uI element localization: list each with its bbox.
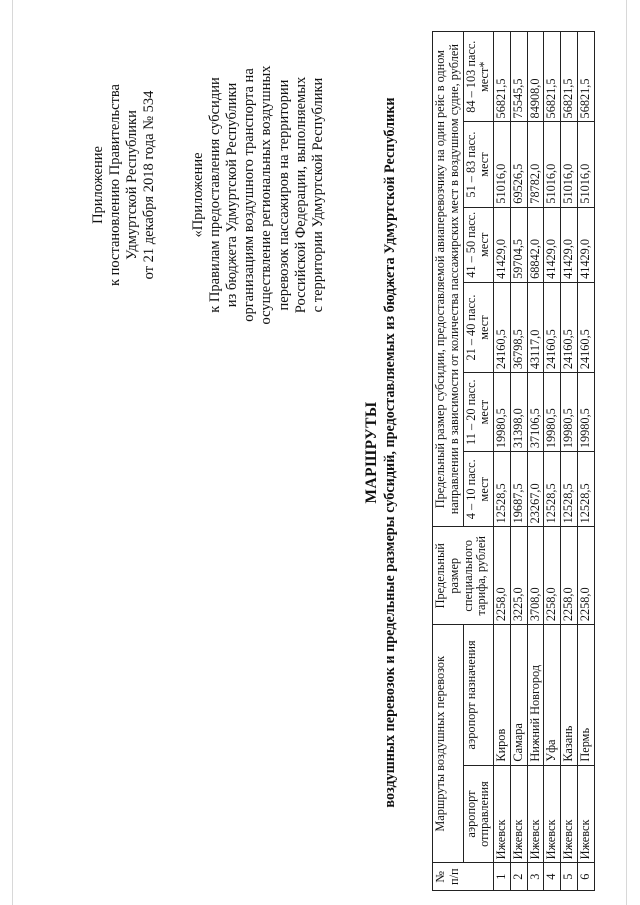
- row-subsidy: 43117,0: [527, 282, 544, 372]
- table-row: [561, 32, 578, 891]
- row-subsidy: 19980,5: [494, 373, 511, 452]
- row-subsidy: 41429,0: [494, 207, 511, 282]
- row-departure: Ижевск: [561, 765, 578, 863]
- appendix-line: Приложение: [90, 146, 106, 224]
- header-destination: аэропорт назначения: [463, 625, 494, 765]
- row-subsidy: 12528,5: [494, 452, 511, 527]
- appendix-line: к постановлению Правительства: [107, 84, 124, 286]
- row-subsidy: 12528,5: [544, 452, 561, 527]
- row-subsidy: 41429,0: [561, 207, 578, 282]
- row-subsidy: 24160,5: [577, 282, 594, 372]
- row-subsidy: 24160,5: [494, 282, 511, 372]
- appendix-line: от 21 декабря 2018 года № 534: [141, 90, 158, 280]
- row-subsidy: 69526,5: [510, 122, 527, 207]
- rules-appendix-line: организациям воздушного транспорта на: [241, 68, 258, 322]
- row-num: 5: [561, 863, 578, 891]
- row-destination: Нижний Новгород: [527, 625, 544, 765]
- document-title: МАРШРУТЫ: [363, 401, 380, 504]
- row-subsidy: 23267,0: [527, 452, 544, 527]
- row-subsidy: 56821,5: [577, 32, 594, 122]
- row-num: 4: [544, 863, 561, 891]
- row-destination: Киров: [494, 625, 511, 765]
- row-tariff: 3225,0: [510, 527, 527, 625]
- row-num: 2: [510, 863, 527, 891]
- rules-appendix-block: [190, 30, 327, 360]
- table-row: [510, 32, 527, 891]
- row-destination: Казань: [561, 625, 578, 765]
- row-subsidy: 78782,0: [527, 122, 544, 207]
- row-subsidy: 68842,0: [527, 207, 544, 282]
- row-subsidy: 19980,5: [577, 373, 594, 452]
- row-tariff: 2258,0: [544, 527, 561, 625]
- row-subsidy: 41429,0: [544, 207, 561, 282]
- row-subsidy: 56821,5: [561, 32, 578, 122]
- row-num: 1: [494, 863, 511, 891]
- table-header-row: [433, 32, 464, 891]
- header-seat-range: 84 – 103 пасс. мест*: [463, 32, 494, 122]
- row-subsidy: 24160,5: [544, 282, 561, 372]
- row-subsidy: 41429,0: [577, 207, 594, 282]
- table-row: [527, 32, 544, 891]
- row-subsidy: 51016,0: [561, 122, 578, 207]
- row-subsidy: 19980,5: [544, 373, 561, 452]
- row-departure: Ижевск: [510, 765, 527, 863]
- row-subsidy: 36798,5: [510, 282, 527, 372]
- row-subsidy: 37106,5: [527, 373, 544, 452]
- header-seat-range: 21 – 40 пасс. мест: [463, 282, 494, 372]
- rules-appendix-line: с территории Удмуртской Республики: [309, 77, 326, 313]
- header-routes-group: Маршруты воздушных перевозок: [433, 625, 464, 863]
- rules-appendix-line: Российской Федерации, выполняемых: [292, 76, 309, 314]
- table-row: [544, 32, 561, 891]
- header-seat-range: 4 – 10 пасс. мест: [463, 452, 494, 527]
- row-tariff: 3708,0: [527, 527, 544, 625]
- header-tariff: Предельный размер специального тарифа, рублей: [433, 527, 494, 625]
- row-destination: Самара: [510, 625, 527, 765]
- row-subsidy: 56821,5: [544, 32, 561, 122]
- row-subsidy: 84908,0: [527, 32, 544, 122]
- table-row: [577, 32, 594, 891]
- rules-appendix-line: «Приложение: [190, 152, 206, 238]
- row-tariff: 2258,0: [494, 527, 511, 625]
- row-departure: Ижевск: [494, 765, 511, 863]
- rules-appendix-line: осуществление региональных воздушных: [258, 65, 275, 325]
- routes-table: [432, 31, 595, 891]
- appendix-line: Удмуртской Республики: [124, 110, 141, 260]
- header-seat-range: 41 – 50 пасс. мест: [463, 207, 494, 282]
- row-tariff: 2258,0: [577, 527, 594, 625]
- table-subheader-row: [463, 32, 494, 891]
- table-row: [494, 32, 511, 891]
- row-departure: Ижевск: [544, 765, 561, 863]
- row-destination: Уфа: [544, 625, 561, 765]
- row-departure: Ижевск: [527, 765, 544, 863]
- row-destination: Пермь: [577, 625, 594, 765]
- row-subsidy: 19980,5: [561, 373, 578, 452]
- rules-appendix-line: из бюджета Удмуртской Республики: [224, 82, 241, 308]
- row-subsidy: 31398,0: [510, 373, 527, 452]
- header-departure: аэропорт отправления: [463, 765, 494, 863]
- header-num: № п/п: [433, 863, 494, 891]
- row-subsidy: 59704,5: [510, 207, 527, 282]
- appendix-block: [90, 40, 158, 330]
- rules-appendix-line: перевозок пассажиров на территории: [275, 79, 292, 311]
- row-num: 3: [527, 863, 544, 891]
- header-subsidy-group: Предельный размер субсидии, предоставляемой авиаперевозчику на один рейс в одном направлении в зависимости от количества пассажирских мест в воздушном судне, рублей: [433, 32, 464, 527]
- row-subsidy: 12528,5: [577, 452, 594, 527]
- row-subsidy: 56821,5: [494, 32, 511, 122]
- header-seat-range: 11 – 20 пасс. мест: [463, 373, 494, 452]
- row-subsidy: 19687,5: [510, 452, 527, 527]
- row-departure: Ижевск: [577, 765, 594, 863]
- row-subsidy: 51016,0: [577, 122, 594, 207]
- row-subsidy: 75545,5: [510, 32, 527, 122]
- header-seat-range: 51 – 83 пасс. мест: [463, 122, 494, 207]
- document-subtitle: воздушных перевозок и предельные размеры субсидий, предоставляемых из бюджета Удмуртской Республики: [382, 97, 398, 808]
- row-subsidy: 51016,0: [544, 122, 561, 207]
- row-subsidy: 12528,5: [561, 452, 578, 527]
- row-tariff: 2258,0: [561, 527, 578, 625]
- row-subsidy: 24160,5: [561, 282, 578, 372]
- rules-appendix-line: к Правилам предоставления субсидии: [207, 77, 224, 313]
- row-subsidy: 51016,0: [494, 122, 511, 207]
- row-num: 6: [577, 863, 594, 891]
